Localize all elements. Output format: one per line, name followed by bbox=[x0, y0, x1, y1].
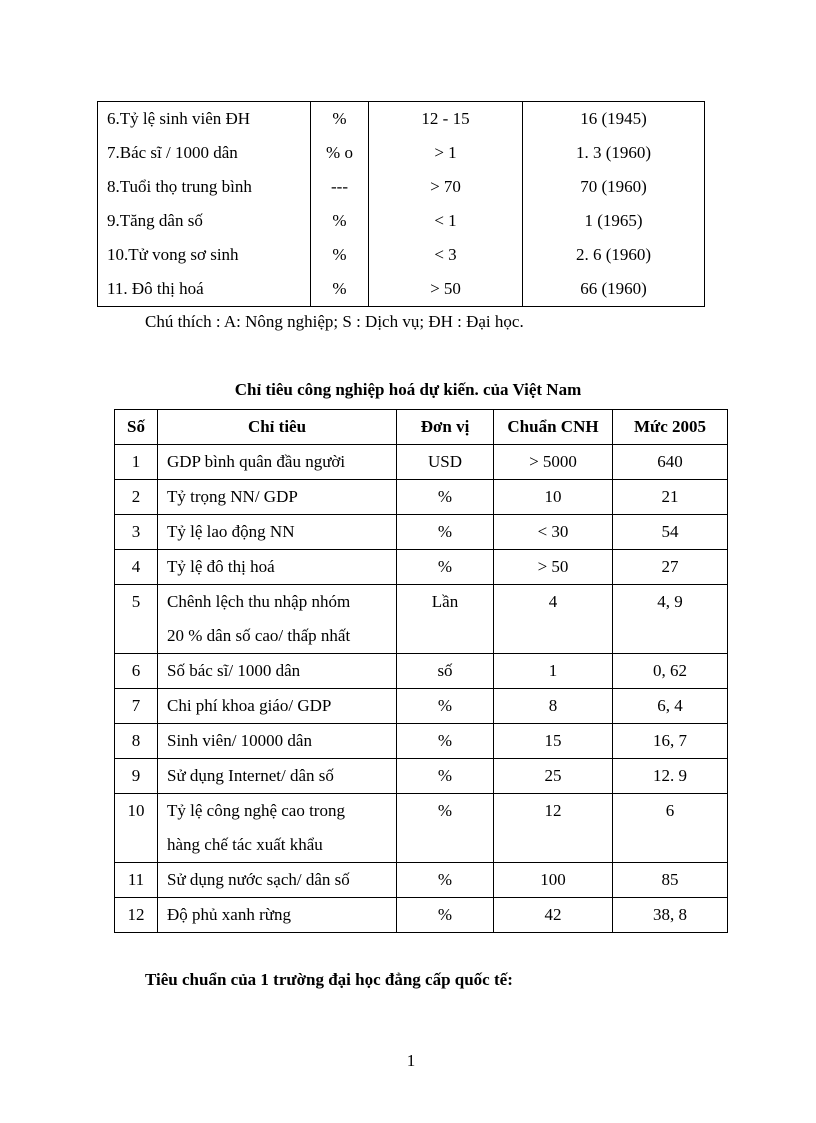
level-cell: 85 bbox=[613, 863, 728, 898]
indicator-cell bbox=[158, 794, 397, 863]
table-row bbox=[115, 898, 728, 933]
unit-cell: USD bbox=[397, 445, 494, 480]
standard-cell: < 1 bbox=[369, 204, 523, 238]
unit-cell: % bbox=[311, 102, 369, 137]
table-row bbox=[98, 102, 705, 137]
reference-cell: 1 (1965) bbox=[523, 204, 705, 238]
standard-cell: > 5000 bbox=[494, 445, 613, 480]
indicator-cell: Độ phủ xanh rừng bbox=[158, 898, 397, 933]
table-row bbox=[115, 445, 728, 480]
standard-cell: > 70 bbox=[369, 170, 523, 204]
level-cell: 38, 8 bbox=[613, 898, 728, 933]
no-cell: 9 bbox=[115, 759, 158, 794]
indicator-line-1: Tỷ lệ công nghệ cao trong bbox=[167, 801, 345, 820]
indicator-cell: 7.Bác sĩ / 1000 dân bbox=[98, 136, 311, 170]
indicator-line-1: Chênh lệch thu nhập nhóm bbox=[167, 592, 351, 611]
indicator-cell: GDP bình quân đầu người bbox=[158, 445, 397, 480]
reference-cell: 66 (1960) bbox=[523, 272, 705, 307]
unit-cell: % bbox=[397, 863, 494, 898]
no-cell: 7 bbox=[115, 689, 158, 724]
standard-cell: < 30 bbox=[494, 515, 613, 550]
unit-cell: số bbox=[397, 654, 494, 689]
table-row bbox=[115, 585, 728, 654]
level-cell: 16, 7 bbox=[613, 724, 728, 759]
no-cell: 8 bbox=[115, 724, 158, 759]
table-row bbox=[115, 759, 728, 794]
reference-cell: 70 (1960) bbox=[523, 170, 705, 204]
unit-cell: % bbox=[397, 550, 494, 585]
unit-cell: % bbox=[311, 204, 369, 238]
unit-cell: Lần bbox=[397, 585, 494, 654]
table-header-row bbox=[115, 410, 728, 445]
table-row bbox=[115, 515, 728, 550]
standard-cell: < 3 bbox=[369, 238, 523, 272]
header-indicator: Chỉ tiêu bbox=[158, 410, 397, 445]
table-row bbox=[98, 238, 705, 272]
indicator-cell: Tỷ lệ đô thị hoá bbox=[158, 550, 397, 585]
indicator-cell: Sinh viên/ 10000 dân bbox=[158, 724, 397, 759]
table-row bbox=[98, 204, 705, 238]
no-cell: 2 bbox=[115, 480, 158, 515]
industrialization-indicators-table bbox=[114, 409, 728, 933]
no-cell: 11 bbox=[115, 863, 158, 898]
unit-cell: % bbox=[397, 480, 494, 515]
unit-cell: % bbox=[397, 759, 494, 794]
table-footnote: Chú thích : A: Nông nghiệp; S : Dịch vụ; ĐH : Đại học. bbox=[145, 312, 524, 331]
standard-cell: 100 bbox=[494, 863, 613, 898]
indicator-cell bbox=[158, 585, 397, 654]
indicator-cell: Sử dụng Internet/ dân số bbox=[158, 759, 397, 794]
indicator-cell: 9.Tăng dân số bbox=[98, 204, 311, 238]
level-cell: 0, 62 bbox=[613, 654, 728, 689]
standard-cell: > 50 bbox=[369, 272, 523, 307]
reference-cell: 2. 6 (1960) bbox=[523, 238, 705, 272]
unit-cell: % bbox=[397, 689, 494, 724]
unit-cell: % bbox=[397, 724, 494, 759]
header-level-2005: Mức 2005 bbox=[613, 410, 728, 445]
standard-cell: > 50 bbox=[494, 550, 613, 585]
no-cell: 4 bbox=[115, 550, 158, 585]
no-cell: 3 bbox=[115, 515, 158, 550]
unit-cell: % o bbox=[311, 136, 369, 170]
level-cell: 4, 9 bbox=[613, 585, 728, 654]
standard-cell: 12 bbox=[494, 794, 613, 863]
table-title: Chỉ tiêu công nghiệp hoá dự kiến. của Việt Nam bbox=[234, 380, 582, 399]
level-cell: 6 bbox=[613, 794, 728, 863]
level-cell: 12. 9 bbox=[613, 759, 728, 794]
standard-cell: 1 bbox=[494, 654, 613, 689]
no-cell: 6 bbox=[115, 654, 158, 689]
indicator-line-2: hàng chế tác xuất khẩu bbox=[167, 835, 323, 854]
standard-cell: 15 bbox=[494, 724, 613, 759]
table-row bbox=[98, 272, 705, 307]
table-row bbox=[115, 480, 728, 515]
no-cell: 5 bbox=[115, 585, 158, 654]
table-row bbox=[115, 794, 728, 863]
level-cell: 54 bbox=[613, 515, 728, 550]
indicator-cell: Sử dụng nước sạch/ dân số bbox=[158, 863, 397, 898]
development-indicators-table bbox=[97, 101, 705, 307]
unit-cell: % bbox=[311, 238, 369, 272]
unit-cell: --- bbox=[311, 170, 369, 204]
table-row bbox=[115, 550, 728, 585]
indicator-cell: 8.Tuổi thọ trung bình bbox=[98, 170, 311, 204]
table-row bbox=[98, 136, 705, 170]
unit-cell: % bbox=[397, 898, 494, 933]
unit-cell: % bbox=[397, 515, 494, 550]
level-cell: 640 bbox=[613, 445, 728, 480]
indicator-cell: Số bác sĩ/ 1000 dân bbox=[158, 654, 397, 689]
standard-cell: 25 bbox=[494, 759, 613, 794]
table-row bbox=[115, 724, 728, 759]
header-unit: Đơn vị bbox=[397, 410, 494, 445]
standard-cell: 8 bbox=[494, 689, 613, 724]
no-cell: 10 bbox=[115, 794, 158, 863]
no-cell: 1 bbox=[115, 445, 158, 480]
standard-cell: 4 bbox=[494, 585, 613, 654]
standard-cell: 12 - 15 bbox=[369, 102, 523, 137]
reference-cell: 1. 3 (1960) bbox=[523, 136, 705, 170]
level-cell: 21 bbox=[613, 480, 728, 515]
table-row bbox=[98, 170, 705, 204]
table-row bbox=[115, 689, 728, 724]
table-row bbox=[115, 654, 728, 689]
header-standard: Chuẩn CNH bbox=[494, 410, 613, 445]
indicator-cell: Tỷ trọng NN/ GDP bbox=[158, 480, 397, 515]
unit-cell: % bbox=[311, 272, 369, 307]
indicator-cell: 6.Tỷ lệ sinh viên ĐH bbox=[98, 102, 311, 137]
reference-cell: 16 (1945) bbox=[523, 102, 705, 137]
page-number: 1 bbox=[406, 1051, 416, 1070]
indicator-cell: Chi phí khoa giáo/ GDP bbox=[158, 689, 397, 724]
indicator-cell: Tỷ lệ lao động NN bbox=[158, 515, 397, 550]
standard-cell: 10 bbox=[494, 480, 613, 515]
indicator-cell: 10.Tử vong sơ sinh bbox=[98, 238, 311, 272]
table-row bbox=[115, 863, 728, 898]
no-cell: 12 bbox=[115, 898, 158, 933]
header-no: Số bbox=[115, 410, 158, 445]
standard-cell: 42 bbox=[494, 898, 613, 933]
unit-cell: % bbox=[397, 794, 494, 863]
level-cell: 6, 4 bbox=[613, 689, 728, 724]
level-cell: 27 bbox=[613, 550, 728, 585]
standard-cell: > 1 bbox=[369, 136, 523, 170]
indicator-line-2: 20 % dân số cao/ thấp nhất bbox=[167, 626, 351, 645]
section-heading: Tiêu chuẩn của 1 trường đại học đẳng cấp quốc tế: bbox=[145, 970, 513, 989]
indicator-cell: 11. Đô thị hoá bbox=[98, 272, 311, 307]
